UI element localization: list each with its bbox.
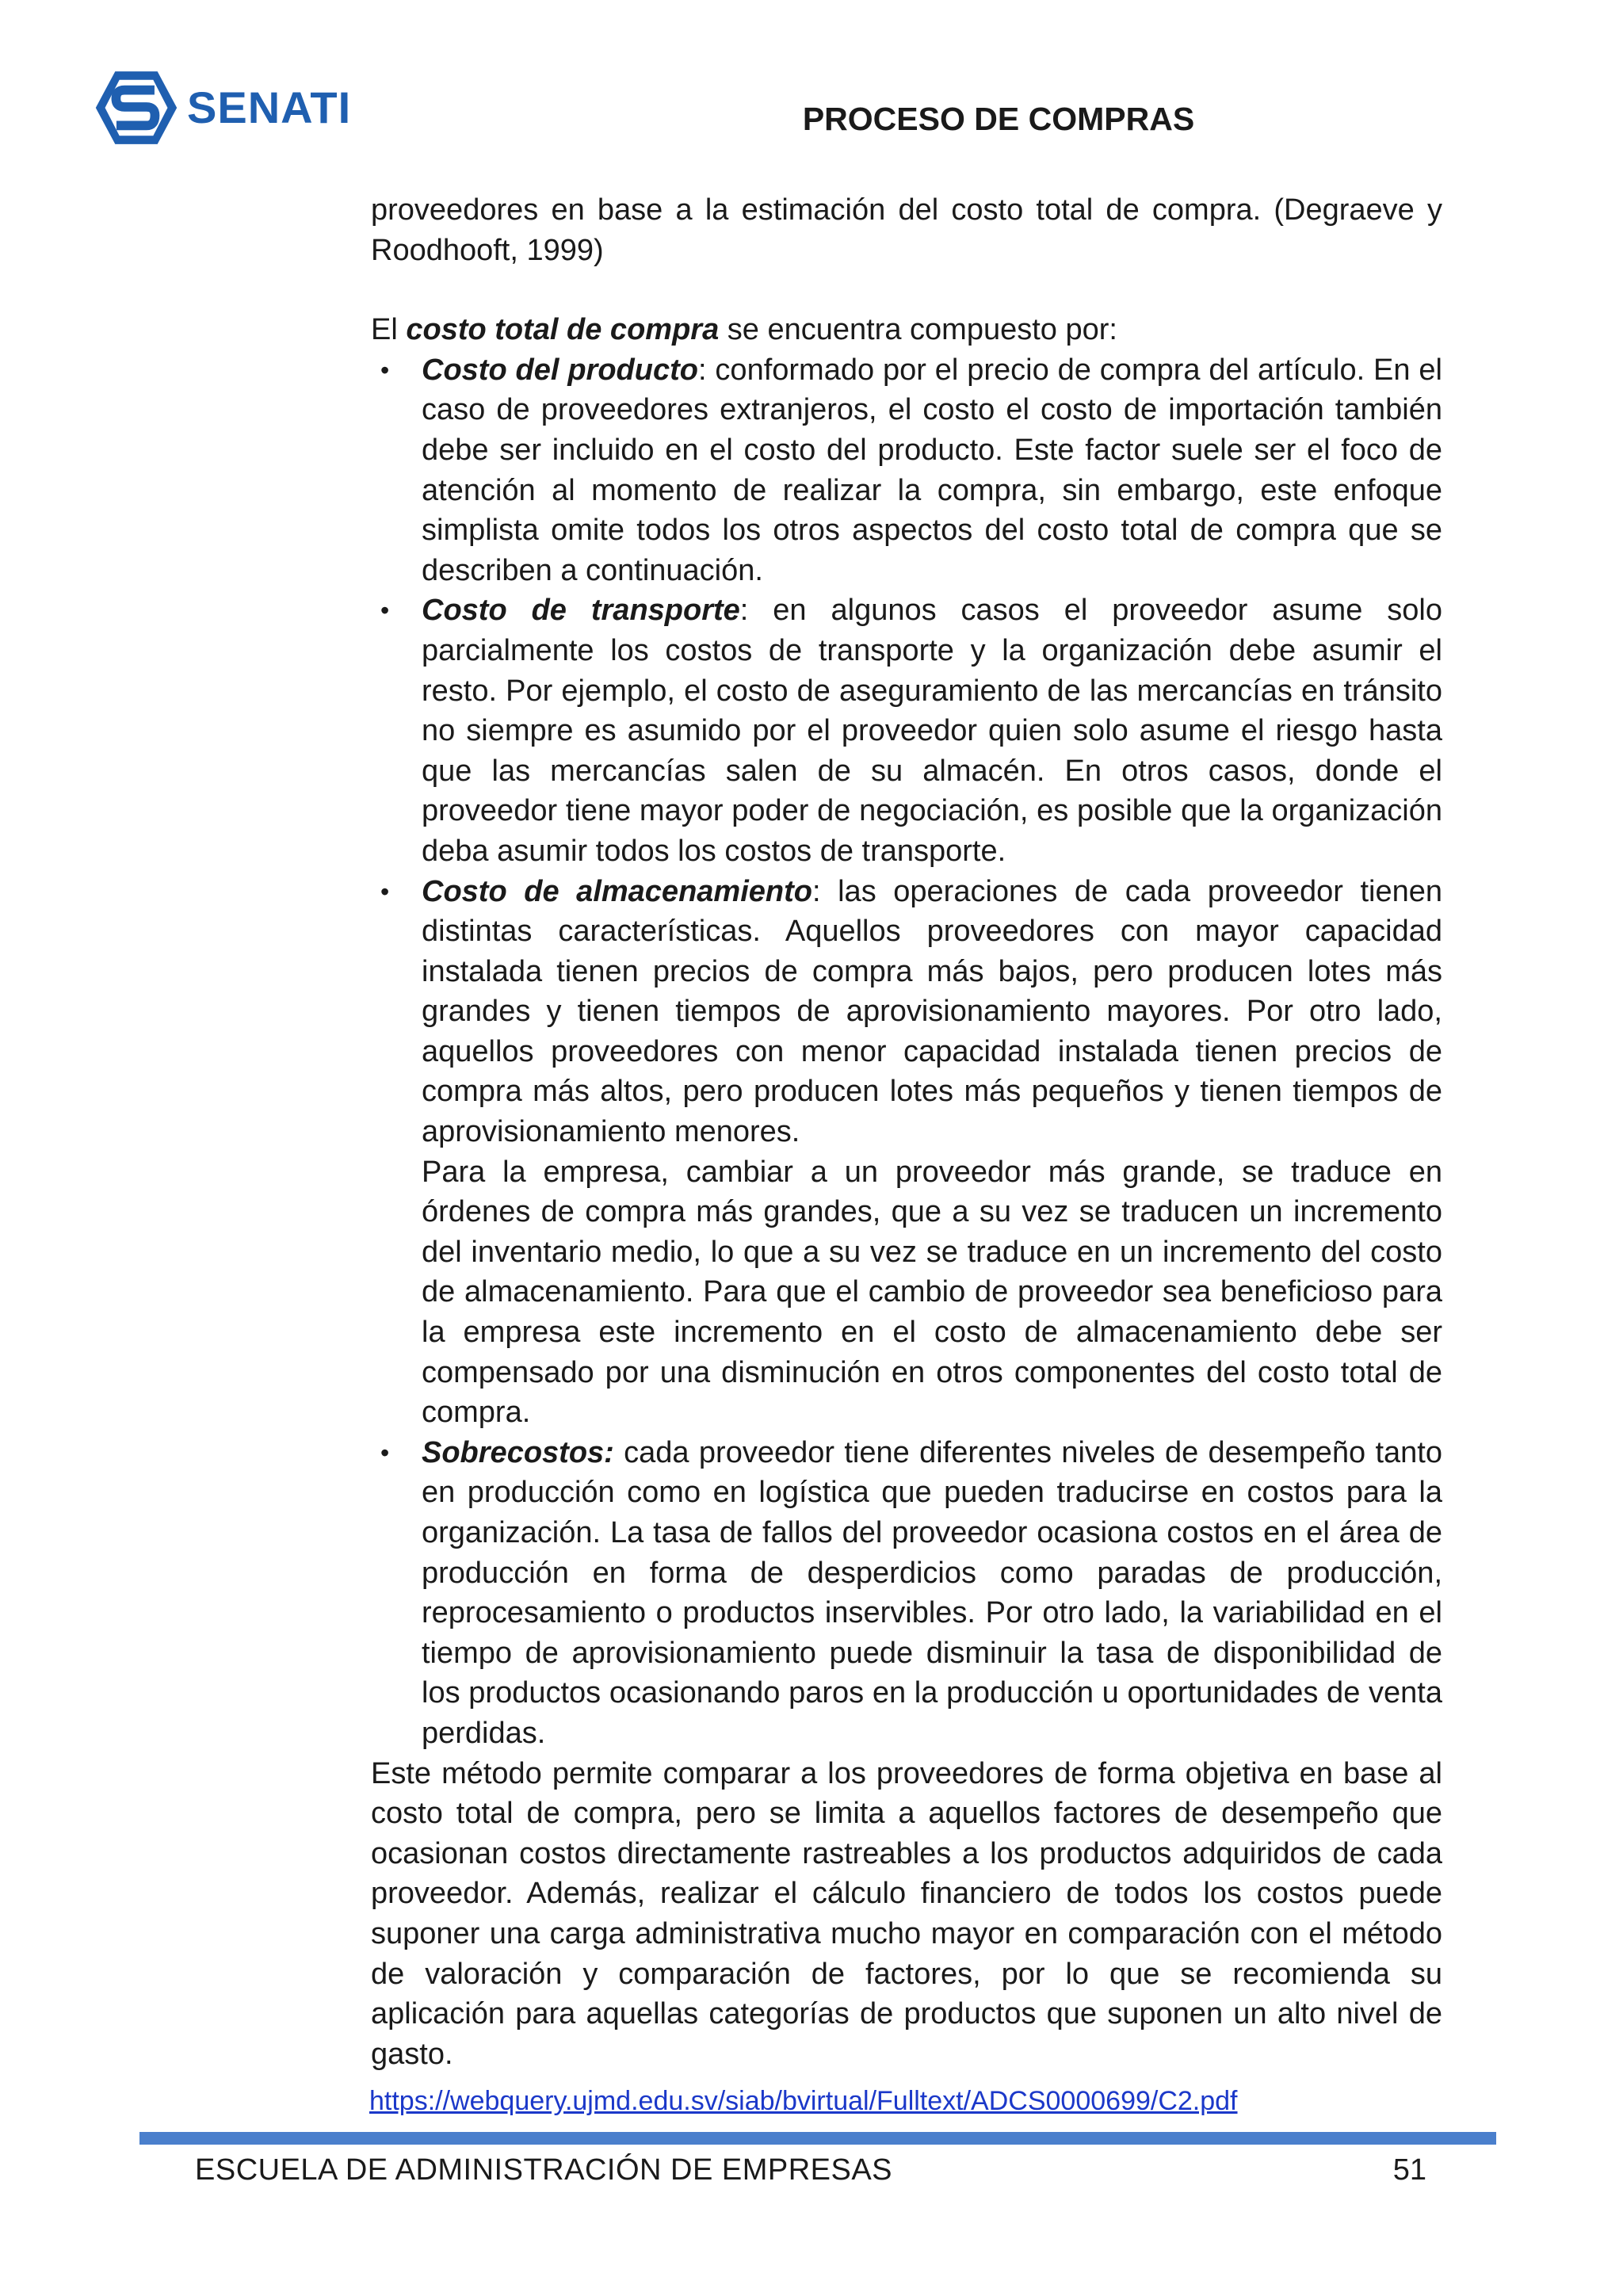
- list-item-text: : las operaciones de cada proveedor tienen distintas características. Aquellos proveedores con mayor capacidad instalada tienen precios de compra más bajos, pero producen lotes más grandes y tienen tiempos de aprovisionamiento mayores. Por otro lado, aquellos proveedores con menor capacidad instalada tienen precios de compra más altos, pero producen lotes más pequeños y tienen tiempos de aprovisionamiento menores.: [422, 874, 1442, 1149]
- logo-wordmark: SENATI: [187, 82, 352, 132]
- composition-suffix: se encuentra compuesto por:: [719, 313, 1117, 347]
- list-item-storage-cost: [371, 872, 1442, 1433]
- list-item-term: Costo del producto: [422, 353, 698, 387]
- composition-term: costo total de compra: [406, 313, 720, 347]
- list-item-product-cost: [371, 350, 1442, 591]
- bullet-icon: •: [380, 877, 390, 906]
- list-item-transport-cost: [371, 590, 1442, 871]
- composition-paragraph: [371, 310, 1442, 350]
- bullet-icon: •: [380, 1438, 390, 1467]
- footer-school-name: ESCUELA DE ADMINISTRACIÓN DE EMPRESAS: [195, 2153, 893, 2187]
- footer-divider: [139, 2132, 1496, 2145]
- senati-logo-icon: [94, 70, 179, 146]
- list-item-term: Costo de transporte: [422, 594, 740, 628]
- page-title: PROCESO DE COMPRAS: [802, 101, 1195, 137]
- list-item-text: cada proveedor tiene diferentes niveles de desempeño tanto en producción como en logística que pueden traducirse en costos para la organización. La tasa de fallos del proveedor ocasiona costos en el área de producción en forma de desperdicios como paradas de producción, reprocesamiento o productos inservibles. Por otro lado, la variabilidad en el tiempo de aprovisionamiento puede disminuir la tasa de disponibilidad de los productos ocasionando paros en la producción u oportunidades de venta perdidas.: [422, 1435, 1442, 1750]
- document-body: [371, 190, 1442, 2074]
- list-item-text: : conformado por el precio de compra del artículo. En el caso de proveedores extranjeros, el costo el costo de importación también debe ser incluido en el costo del producto. Este factor suele ser el foco de atención al momento de realizar la compra, sin embargo, este enfoque simplista omite todos los otros aspectos del costo total de compra que se describen a continuación.: [422, 353, 1443, 587]
- conclusion-paragraph: Este método permite comparar a los proveedores de forma objetiva en base al costo total de compra, pero se limita a aquellos factores de desempeño que ocasionan costos directamente rastreables a los productos adquiridos de cada proveedor. Además, realizar el cálculo financiero de todos los costos puede suponer una carga administrativa mucho mayor en comparación con el método de valoración y comparación de factores, por lo que se recomienda su aplicación para aquellas categorías de productos que suponen un alto nivel de gasto.: [371, 1756, 1442, 2071]
- intro-paragraph: proveedores en base a la estimación del costo total de compra. (Degraeve y Roodhooft, 1999): [371, 193, 1442, 267]
- cost-components-list: [371, 350, 1442, 1754]
- bullet-icon: •: [380, 596, 390, 625]
- composition-prefix: El: [371, 313, 407, 347]
- list-item-extra-paragraph: Para la empresa, cambiar a un proveedor más grande, se traduce en órdenes de compra más grandes, que a su vez se traducen un incremento del inventario medio, lo que a su vez se traduce en un incremento del costo de almacenamiento. Para que el cambio de proveedor sea beneficioso para la empresa este incremento en el costo de almacenamiento debe ser compensado por una disminución en otros componentes del costo total de compra.: [422, 1155, 1442, 1430]
- source-link[interactable]: https://webquery.ujmd.edu.sv/siab/bvirtual/Fulltext/ADCS0000699/C2.pdf: [369, 2086, 1238, 2116]
- list-item-text: : en algunos casos el proveedor asume solo parcialmente los costos de transporte y la organización debe asumir el resto. Por ejemplo, el costo de aseguramiento de las mercancías en tránsito no siempre es asumido por el proveedor quien solo asume el riesgo hasta que las mercancías salen de su almacén. En otros casos, donde el proveedor tiene mayor poder de negociación, es posible que la organización deba asumir todos los costos de transporte.: [422, 594, 1442, 868]
- list-item-term: Sobrecostos:: [422, 1435, 614, 1469]
- list-item-overcosts: [371, 1433, 1442, 1754]
- senati-logo: [94, 70, 351, 146]
- list-item-term: Costo de almacenamiento: [422, 874, 812, 908]
- bullet-icon: •: [380, 355, 390, 384]
- page-number: 51: [1392, 2153, 1426, 2187]
